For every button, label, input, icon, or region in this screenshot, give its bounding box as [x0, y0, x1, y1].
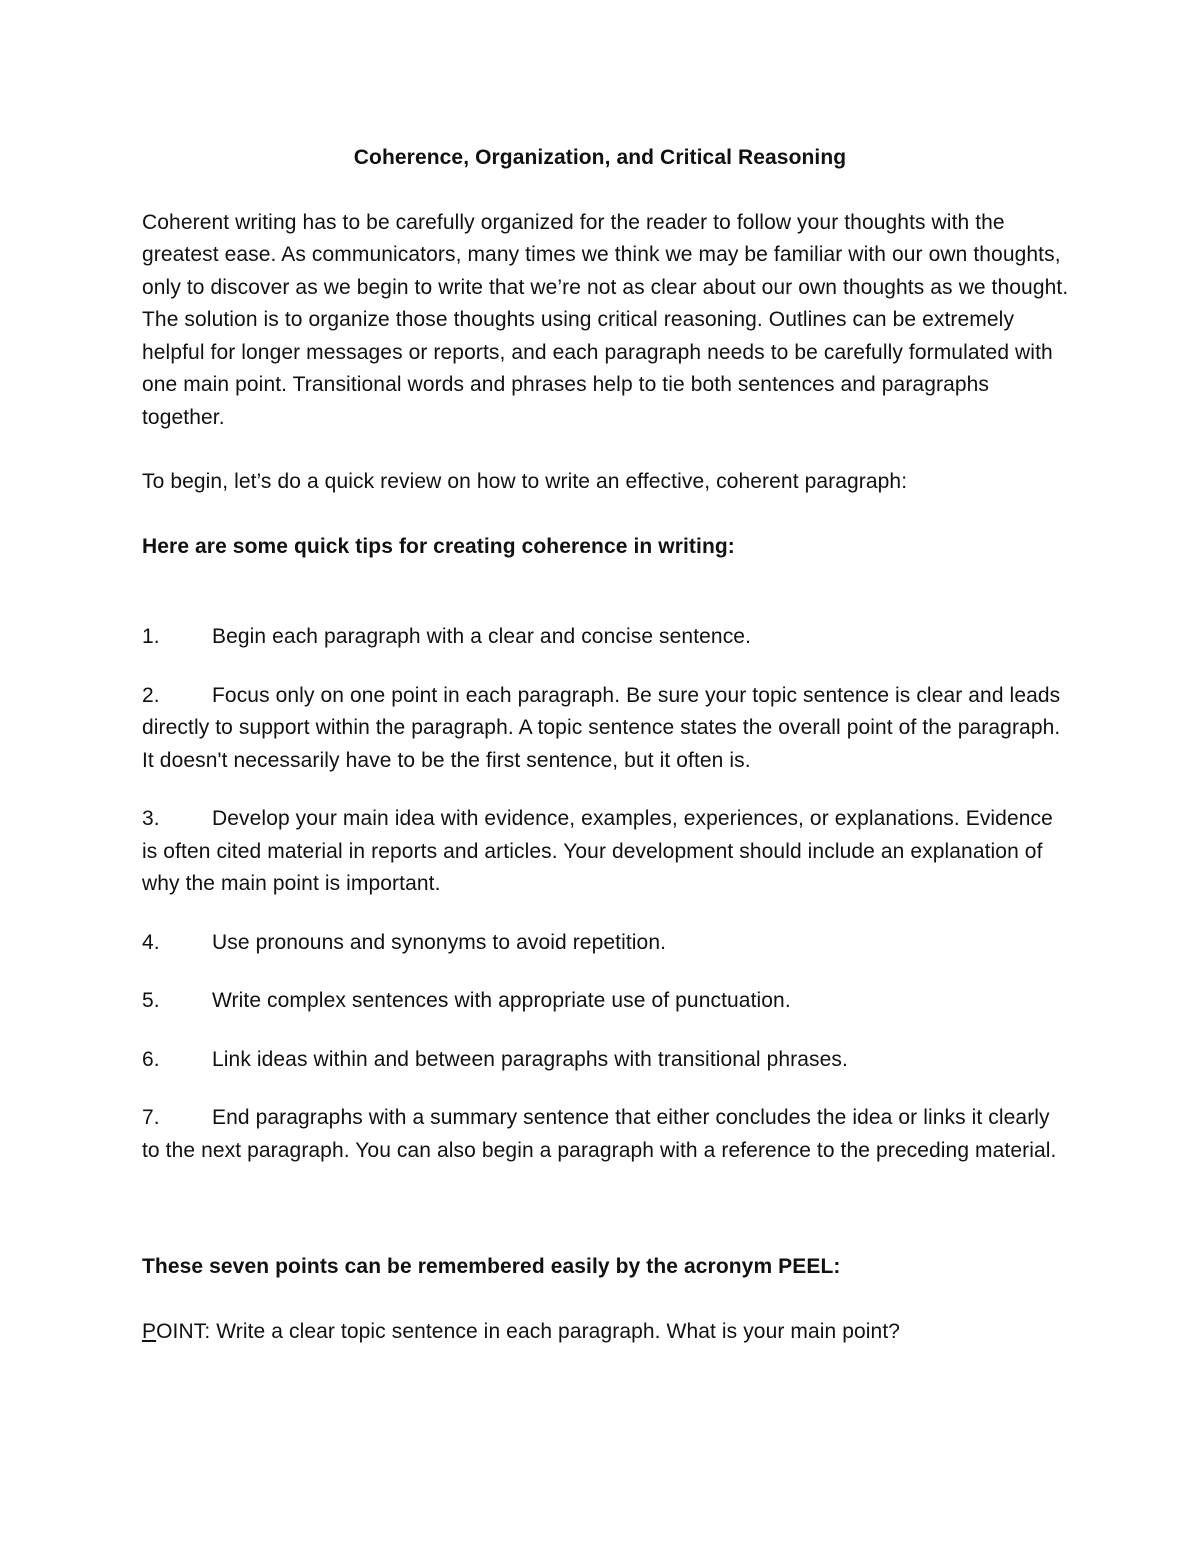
peel-point-text: OINT: Write a clear topic sentence in each paragraph. What is your main point?: [156, 1319, 901, 1343]
tip-number: 2.: [142, 683, 160, 707]
document-body: [142, 142, 1072, 1348]
tip-text: Develop your main idea with evidence, examples, experiences, or explanations. Evidence is often cited material in reports and articles. Your development should include an explanation of why the main point is important.: [142, 807, 1053, 895]
tip-item-5: [142, 985, 1072, 1018]
tip-item-2: [142, 680, 1072, 778]
tips-heading: Here are some quick tips for creating coherence in writing:: [142, 534, 735, 558]
tip-item-7: [142, 1102, 1072, 1167]
document-title: Coherence, Organization, and Critical Reasoning: [353, 146, 847, 169]
tip-item-6: [142, 1044, 1072, 1077]
peel-point-initial: P: [142, 1319, 157, 1343]
tip-item-3: [142, 803, 1072, 901]
tip-item-1: [142, 621, 1072, 654]
tip-text: End paragraphs with a summary sentence that either concludes the idea or links it clearly to the next paragraph. You can also begin a paragraph with a reference to the preceding material.: [142, 1106, 1057, 1162]
intro-paragraph: Coherent writing has to be carefully organized for the reader to follow your thoughts with the greatest ease. As communicators, many times we think we may be familiar with our own thoughts, only to discover as we begin to write that we’re not as clear about our own thoughts as we thought. The solution is to organize those thoughts using critical reasoning. Outlines can be extremely helpful for longer messages or reports, and each paragraph needs to be carefully formulated with one main point. Transitional words and phrases help to tie both sentences and paragraphs together.: [142, 210, 1069, 429]
tip-number: 4.: [142, 930, 160, 954]
tip-text: Use pronouns and synonyms to avoid repetition.: [212, 930, 667, 954]
tip-text: Link ideas within and between paragraphs with transitional phrases.: [212, 1047, 848, 1071]
tip-number: 1.: [142, 625, 160, 648]
peel-point-paragraph: [142, 1316, 1072, 1349]
tip-text: Write complex sentences with appropriate use of punctuation.: [212, 989, 791, 1012]
tip-text: Begin each paragraph with a clear and concise sentence.: [212, 625, 752, 648]
tip-number: 5.: [142, 989, 160, 1012]
tip-number: 3.: [142, 807, 160, 830]
tip-item-4: [142, 927, 1072, 960]
begin-paragraph: To begin, let’s do a quick review on how to write an effective, coherent paragraph:: [142, 470, 908, 493]
peel-heading: These seven points can be remembered easily by the acronym PEEL:: [142, 1255, 841, 1278]
tip-text: Focus only on one point in each paragraph. Be sure your topic sentence is clear and leads directly to support within the paragraph. A topic sentence states the overall point of the paragraph. It doesn't necessarily have to be the first sentence, but it often is.: [142, 683, 1061, 772]
tip-number: 7.: [142, 1106, 160, 1129]
tip-number: 6.: [142, 1047, 160, 1071]
